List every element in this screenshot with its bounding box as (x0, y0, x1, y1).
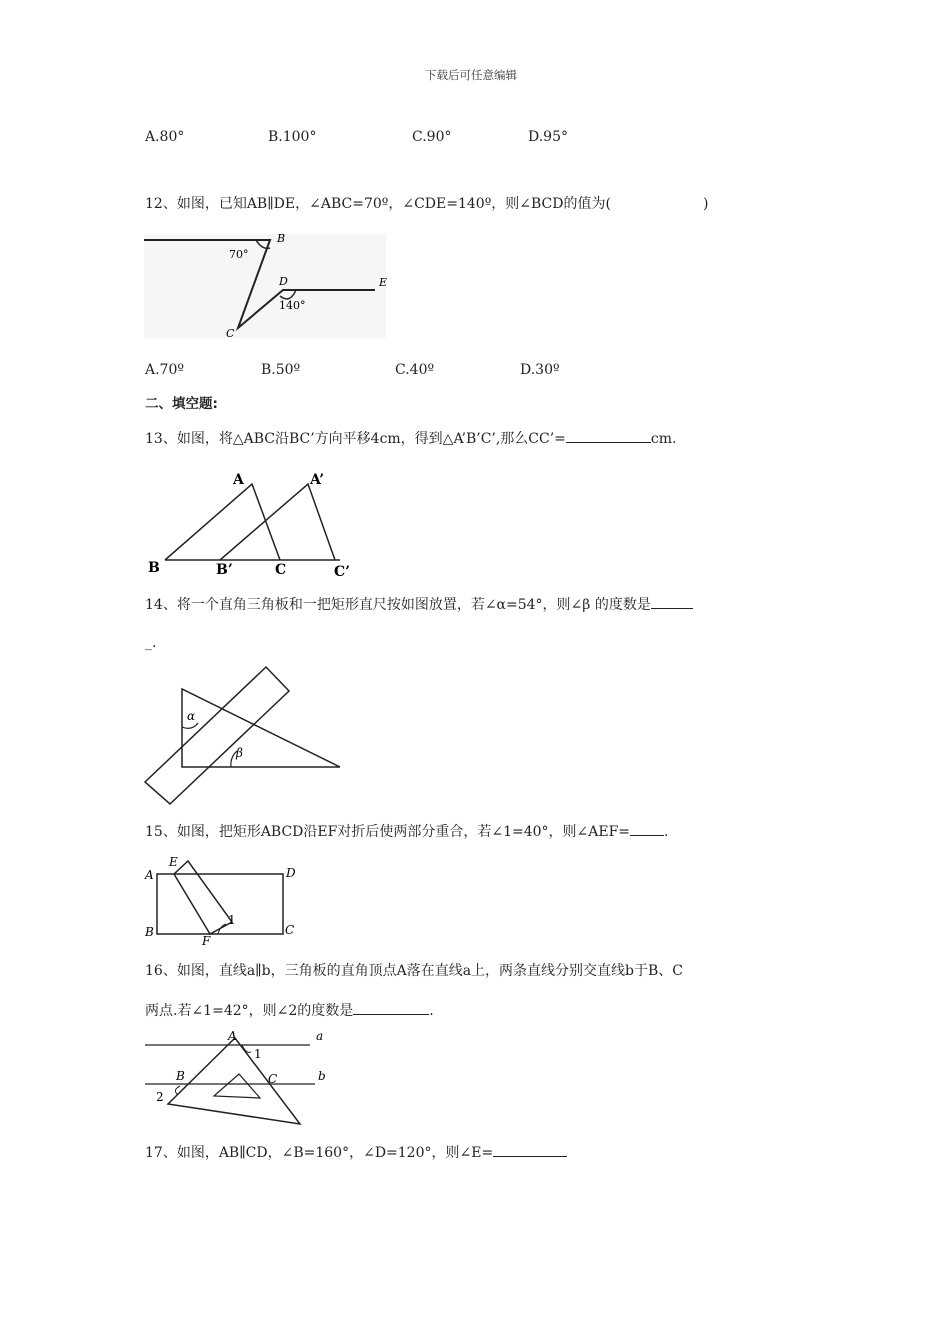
q13-label-c-prime: C’ (334, 564, 351, 580)
q15-angle-1: 1 (228, 913, 236, 927)
q15-figure (140, 852, 305, 948)
q14-beta: β (236, 746, 243, 760)
q15-label-e: E (169, 855, 178, 869)
q16-label-a: A (228, 1029, 237, 1043)
q13-unit: cm. (650, 431, 677, 447)
q14-alpha: α (187, 709, 196, 723)
q12-angle-70: 70° (229, 248, 249, 261)
q17-answer-blank[interactable] (493, 1142, 567, 1157)
page-header: 下载后可任意编辑 (425, 68, 517, 82)
q14-answer-blank[interactable] (651, 594, 693, 609)
q12-option-d: D.30º (520, 362, 560, 378)
q15-end: . (664, 824, 669, 840)
q11-option-d: D.95° (528, 129, 568, 145)
q16-label-c: C (268, 1072, 278, 1086)
q13-label-a: A (233, 472, 244, 488)
q12-paren-close: ) (703, 196, 709, 212)
q17-question (145, 1142, 567, 1162)
q16-angle-2: 2 (156, 1090, 164, 1104)
q16-end: . (429, 1003, 434, 1019)
q15-question (145, 821, 668, 841)
q11-option-c: C.90° (412, 129, 452, 145)
q14-figure (140, 665, 345, 805)
q13-answer-blank[interactable] (566, 428, 651, 443)
q11-option-b: B.100° (268, 129, 317, 145)
q12-question: 12、如图，已知AB∥DE，∠ABC=70º，∠CDE=140º，则∠BCD的值为( (145, 196, 611, 212)
q15-label-d: D (286, 866, 296, 880)
q17-text: 17、如图，AB∥CD，∠B=160°，∠D=120°，则∠E= (145, 1145, 494, 1161)
q12-label-b: B (277, 232, 286, 245)
q16-label-b: B (176, 1069, 185, 1083)
q12-option-c: C.40º (395, 362, 435, 378)
q12-angle-140: 140° (279, 299, 306, 312)
q13-question (145, 428, 677, 448)
q14-question (145, 594, 693, 614)
q15-text: 15、如图，把矩形ABCD沿EF对折后使两部分重合，若∠1=40°，则∠AEF= (145, 824, 631, 840)
q15-label-b: B (145, 925, 154, 939)
q16-figure (140, 1028, 340, 1128)
q13-text: 13、如图，将△ABC沿BC’方向平移4cm，得到△A’B’C’,那么CC’= (145, 431, 566, 447)
q14-line2: _. (145, 635, 157, 651)
q12-figure (140, 228, 390, 343)
q13-label-b-prime: B’ (216, 562, 233, 578)
q13-figure (145, 470, 360, 580)
q12-label-e: E (379, 276, 388, 289)
q12-label-c: C (226, 327, 235, 340)
q16-question: 16、如图，直线a∥b，三角板的直角顶点A落在直线a上，两条直线分别交直线b于B、C (145, 963, 684, 979)
q15-answer-blank[interactable] (630, 821, 664, 836)
q13-label-b: B (148, 560, 160, 576)
q16-line2-text: 两点.若∠1=42°，则∠2的度数是 (145, 1003, 354, 1019)
q12-label-d: D (279, 275, 288, 288)
q11-option-a: A.80° (145, 129, 185, 145)
q15-label-c: C (285, 923, 295, 937)
q16-angle-1: 1 (254, 1047, 262, 1061)
q16-line-a: a (316, 1029, 324, 1043)
q15-label-a: A (145, 868, 154, 882)
q16-line-b: b (318, 1069, 326, 1083)
q15-label-f: F (202, 934, 211, 948)
q14-text: 14、将一个直角三角板和一把矩形直尺按如图放置，若∠α=54°，则∠β 的度数是 (145, 597, 651, 613)
q12-option-b: B.50º (261, 362, 301, 378)
q16-line2 (145, 1000, 434, 1020)
q12-option-a: A.70º (145, 362, 184, 378)
q13-label-c: C (275, 562, 287, 578)
q13-label-a-prime: A’ (310, 472, 325, 488)
section-title: 二、填空题: (145, 396, 218, 412)
q16-answer-blank[interactable] (353, 1000, 429, 1015)
